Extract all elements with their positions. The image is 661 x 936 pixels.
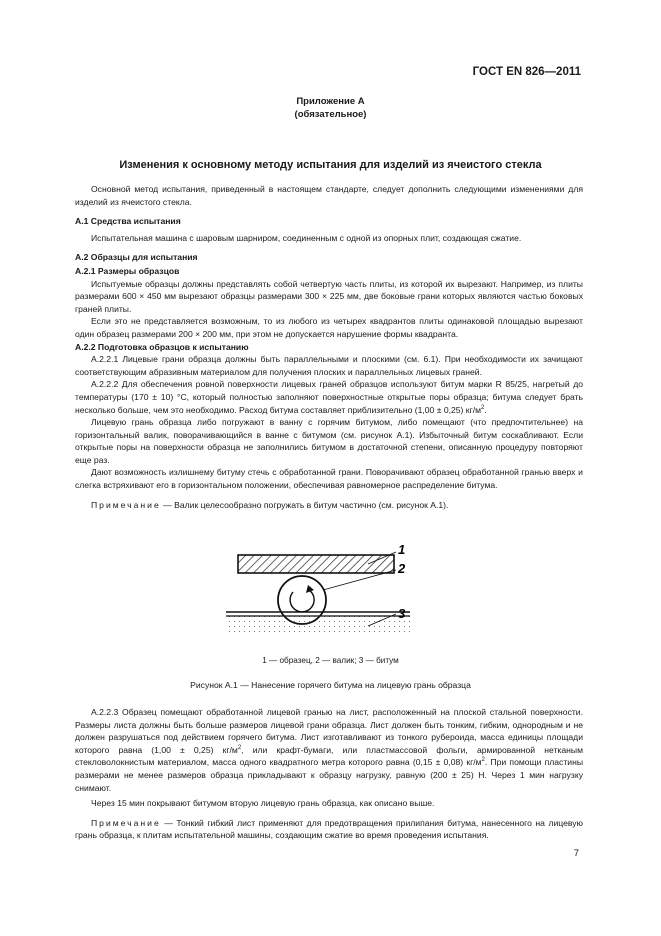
a22-title: А.2.2 Подготовка образцов к испытанию	[75, 341, 249, 352]
note-2: Примечание — Тонкий гибкий лист применяют для предотвращения прилипания битума, нанесенного на лицевую грань образца, к плитам испытательной машины, создающим сжатие во время проведения испытания.	[75, 817, 583, 841]
annex-title: Приложение А	[296, 96, 365, 107]
dip-paragraph: Лицевую грань образца либо погружают в ванну с горячим битумом, либо помещают (что предпочтительнее) на горизонтальный валик, поворачивающийся в ванне с битумом (см. рисунок А.1). Избыточный битум соскабливают. Если открытые поры на поверхности образца не заполнились битумом в достаточной степени, описанную процедуру повторяют еще раз.	[75, 417, 583, 465]
recoat-paragraph: Через 15 мин покрывают битумом вторую лицевую грань образца, как описано выше.	[91, 798, 435, 809]
annex-status: (обязательное)	[294, 109, 367, 120]
figure-bitumen-roller	[218, 540, 418, 650]
figure-label-1: 1	[398, 542, 406, 557]
bitumen-bath-shape	[226, 612, 410, 632]
figure-label-2: 2	[398, 561, 406, 576]
page-number: 7	[573, 848, 579, 859]
a222-paragraph: А.2.2.2 Для обеспечения ровной поверхности лицевых граней образцов используют битум марки R 85/25, нагретый до температуры (170 ± 10) °С, который полностью заполняют поверхностные открытые поры образца; битума следует брать несколько больше, чем это необходимо. Расход битума составляет приблизительно (1,00 ± 0,25) $кг/м^2$.	[75, 379, 583, 415]
specimen-shape	[238, 555, 394, 573]
figure-label-3: 3	[398, 606, 406, 621]
intro-paragraph: Основной метод испытания, приведенный в настоящем стандарте, следует дополнить следующими изменениями для изделий из ячеистого стекла.	[75, 184, 583, 207]
figure-caption: Рисунок А.1 — Нанесение горячего битума на лицевую грань образца	[190, 680, 471, 690]
a1-text: Испытательная машина с шаровым шарниром, соединенным с одной из опорных плит, создающая сжатие.	[91, 232, 522, 243]
a21-paragraph-1: Испытуемые образцы должны представлять собой четвертую часть плиты, из которой их вырезают. Например, из плиты размерами 600 × 450 мм вырезают образцы размерами 300 × 225 мм, две боковые грани которых являются частью боковых граней плиты.	[75, 278, 583, 314]
a1-title: А.1 Средства испытания	[75, 216, 181, 227]
a221-paragraph: А.2.2.1 Лицевые грани образца должны быть параллельными и плоскими (см. 6.1). При необходимости их зачищают соответствующим абразивным материалом для получения плоских и параллельных лицевых граней.	[75, 354, 583, 377]
a2-title: А.2 Образцы для испытания	[75, 252, 198, 263]
body-text	[75, 183, 583, 511]
drain-paragraph: Дают возможность излишнему битуму стечь с обработанной грани. Поворачивают образец обработанной гранью вверх и слегка встряхивают его в горизонтальном положении, обеспечивая равномерное распределение битума.	[75, 467, 583, 491]
figure-legend: 1 — образец, 2 — валик; 3 — битум	[262, 656, 399, 665]
section-heading: Изменения к основному методу испытания для изделий из ячеистого стекла	[119, 159, 542, 171]
a21-paragraph-2: Если это не представляется возможным, то из любого из четырех квадрантов плиты одинаковой площадью вырезают один образец размерами 200 × 200 мм, при этом не допускается нарушение формы квадранта.	[75, 316, 583, 339]
note-1: Примечание — Валик целесообразно погружать в битум частично (см. рисунок А.1).	[91, 499, 449, 510]
standard-number: ГОСТ EN 826—2011	[472, 66, 581, 78]
body-text-lower	[75, 706, 583, 842]
a21-title: А.2.1 Размеры образцов	[75, 265, 180, 276]
a223-paragraph: А.2.2.3 Образец помещают обработанной лицевой гранью на лист, расположенный на плоской стальной поверхности. Размеры листа должны быть больше размеров лицевой грани образца. Лист должен быть тонким, гибким, однородным и не должен разрушаться под действием горячего битума. Лист изготавливают из тонкого рубероида, масса единицы площади которого равна (1,00 ± 0,25) $кг/м^2$, или крафт-бумаги, или пластмассовой фольги, армированной нетканым стекловолокнистым материалом, масса одного квадратного метра которого равна (0,15 ± 0,08) $кг/м^2$. При помощи пластины размерами не менее размеров образца прикладывают к образцу нагрузку, равную (200 ± 25) Н. Через 1 мин нагрузку снимают.	[75, 707, 584, 793]
